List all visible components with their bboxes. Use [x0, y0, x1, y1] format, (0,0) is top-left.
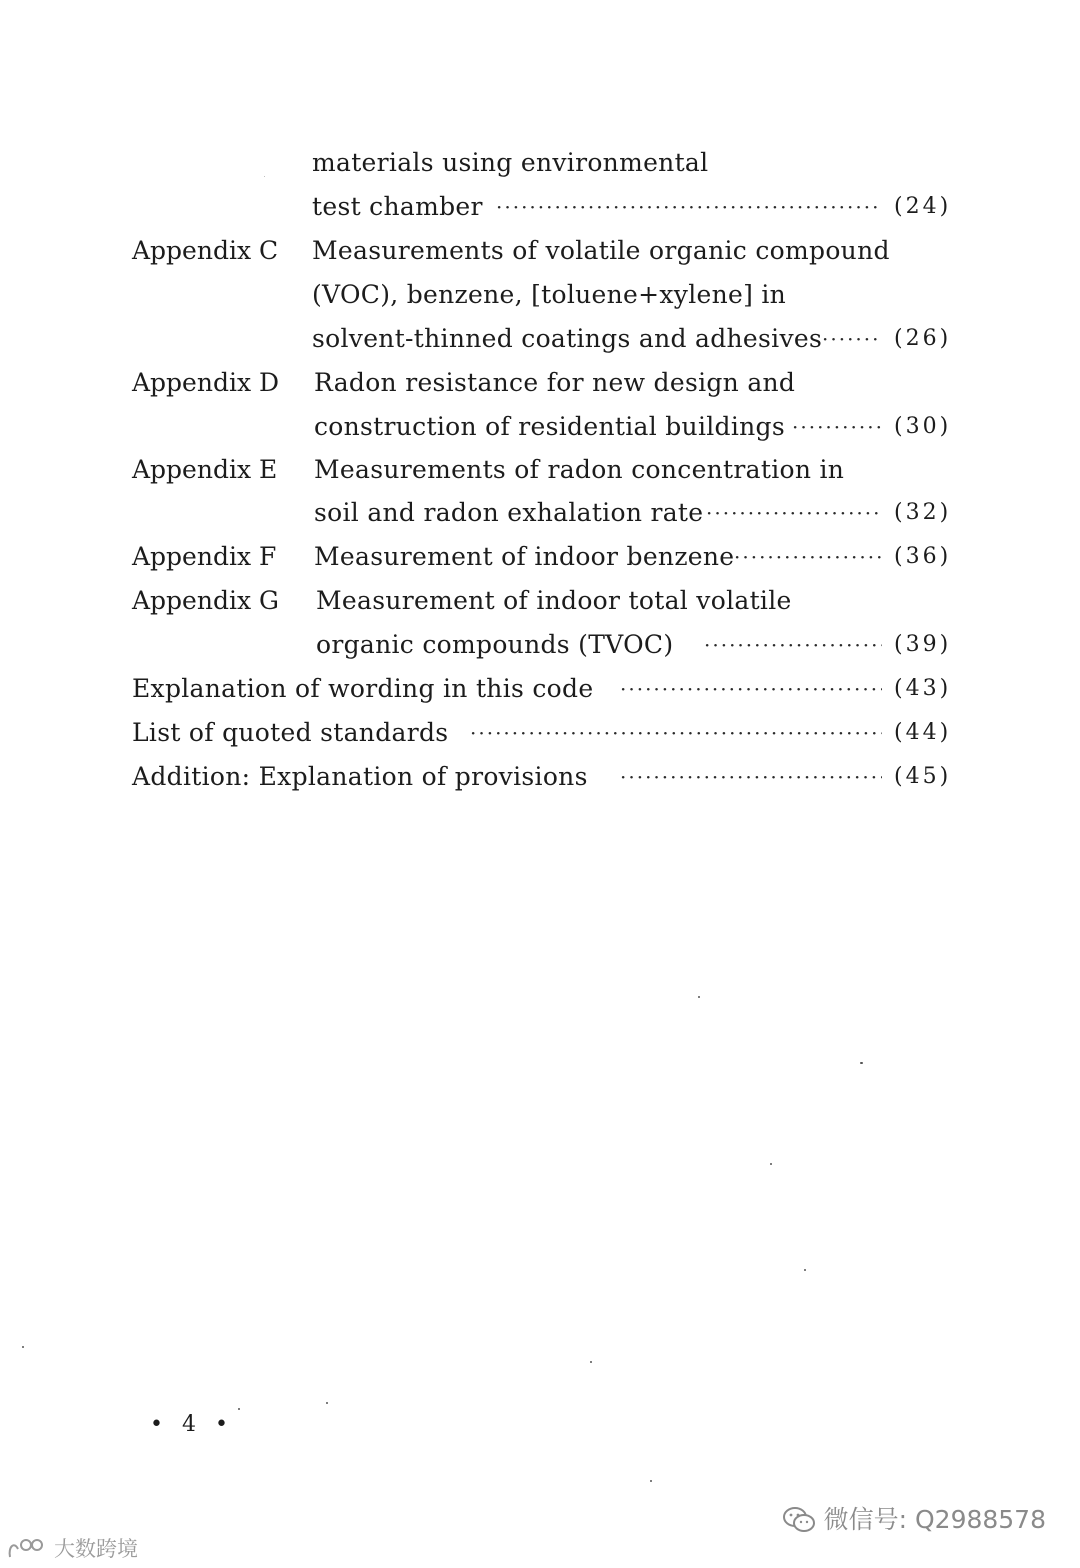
toc-entry-text: Measurement of indoor benzene: [314, 542, 735, 571]
toc-entry: [312, 185, 962, 229]
brand-text: 大数跨境: [54, 1537, 138, 1561]
dot-leader: [496, 185, 878, 229]
toc-entry: [312, 273, 786, 317]
wechat-icon: [782, 1506, 816, 1534]
scan-speck: [650, 1480, 652, 1482]
dot-leader: [706, 491, 882, 535]
toc-page-ref: (24): [894, 194, 952, 219]
toc-entry: [312, 141, 708, 185]
toc-appendix-label: Appendix E: [132, 455, 278, 484]
toc-appendix-label: Appendix D: [132, 368, 280, 397]
toc-appendix-label: Appendix C: [132, 236, 279, 265]
toc-entry-text: Addition: Explanation of provisions: [132, 762, 588, 791]
toc-page-ref: (44): [894, 720, 952, 745]
dot-leader: [620, 667, 882, 711]
toc-page-ref: (30): [894, 414, 952, 439]
dot-leader: [470, 711, 882, 755]
toc-entry: [312, 317, 962, 361]
toc-entry-text: solvent-thinned coatings and adhesives: [312, 324, 823, 353]
toc-page-ref: (36): [894, 544, 952, 569]
toc-entry: [132, 755, 966, 799]
toc-entry-text: materials using environmental: [312, 148, 709, 177]
toc-entry-text: Measurements of volatile organic compound: [312, 236, 890, 265]
toc-page-ref: (32): [894, 500, 952, 525]
toc-entry-text: Measurement of indoor total volatile: [316, 586, 792, 615]
toc-page-ref: (39): [894, 632, 952, 657]
toc-appendix-label: Appendix F: [132, 542, 277, 571]
toc-page-ref: (45): [894, 764, 952, 789]
toc-entry: [312, 229, 890, 273]
toc-entry-text: soil and radon exhalation rate: [314, 498, 704, 527]
scan-speck: [264, 176, 265, 177]
toc-entry: [314, 535, 964, 579]
toc-entry: [314, 491, 964, 535]
toc-page-ref: (43): [894, 676, 952, 701]
toc-entry: [132, 711, 966, 755]
wechat-id-text: 微信号: Q2988578: [823, 1505, 1046, 1534]
toc-appendix-label: Appendix G: [132, 586, 279, 615]
toc-entry-text: List of quoted standards: [132, 718, 449, 747]
wechat-watermark: [782, 1500, 1046, 1540]
scan-speck: [238, 1408, 240, 1410]
brand-logo-icon: [6, 1537, 48, 1561]
dot-leader: [822, 317, 882, 361]
scan-speck: [860, 1062, 863, 1064]
toc-entry: [314, 361, 795, 405]
page-number: • 4 •: [150, 1412, 234, 1437]
scan-speck: [804, 1269, 806, 1271]
scan-speck: [590, 1361, 592, 1363]
toc-entry-text: organic compounds (TVOC): [316, 630, 674, 659]
dot-leader: [792, 405, 882, 449]
toc-entry: [314, 448, 844, 492]
toc-entry: [316, 623, 966, 667]
toc-entry: [132, 667, 966, 711]
toc-entry-text: Explanation of wording in this code: [132, 674, 594, 703]
toc-entry-text: (VOC), benzene, [toluene+xylene] in: [312, 280, 787, 309]
toc-entry: [314, 405, 964, 449]
dot-leader: [704, 623, 882, 667]
scan-speck: [326, 1402, 328, 1404]
toc-entry-text: test chamber: [312, 192, 483, 221]
scan-speck: [698, 996, 700, 998]
toc-entry-text: Measurements of radon concentration in: [314, 455, 845, 484]
toc-entry-text: construction of residential buildings: [314, 412, 785, 441]
toc-page-ref: (26): [894, 326, 952, 351]
brand-watermark: [6, 1534, 138, 1564]
scan-speck: [770, 1163, 772, 1165]
toc-entry: [316, 579, 792, 623]
toc-entry-text: Radon resistance for new design and: [314, 368, 796, 397]
dot-leader: [734, 535, 882, 579]
scan-speck: [22, 1346, 24, 1348]
dot-leader: [620, 755, 882, 799]
